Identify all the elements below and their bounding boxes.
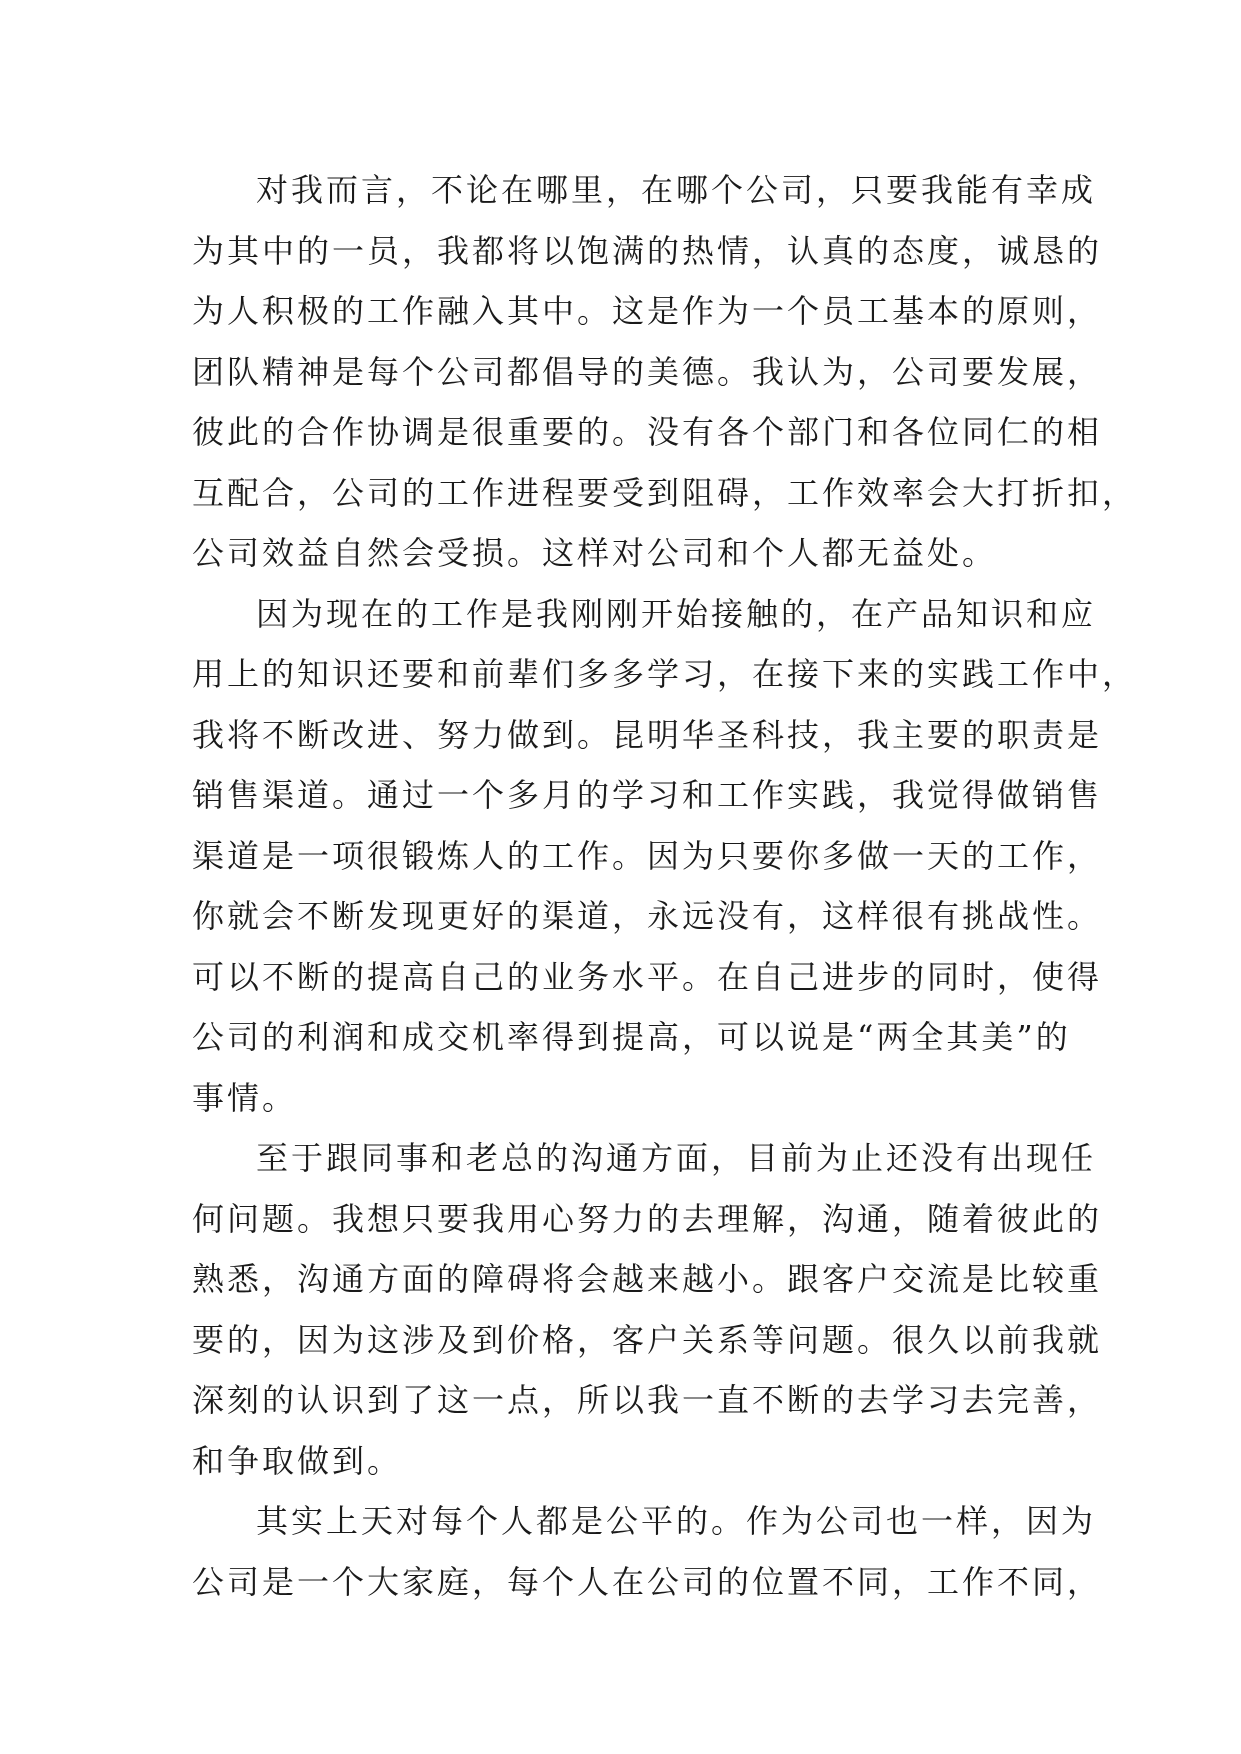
text-line: 我将不断改进、努力做到。昆明华圣科技，我主要的职责是 [192, 715, 1103, 754]
paragraph [192, 160, 1138, 584]
text-line: 至于跟同事和老总的沟通方面，目前为止还没有出现任 [256, 1139, 1097, 1177]
text-line: 对我而言，不论在哪里，在哪个公司，只要我能有幸成 [256, 171, 1097, 209]
text-line: 公司效益自然会受损。这样对公司和个人都无益处。 [192, 534, 998, 572]
text-line: 要的，因为这涉及到价格，客户关系等问题。很久以前我就 [192, 1320, 1103, 1359]
paragraph [192, 1128, 1103, 1491]
text-line: 互配合，公司的工作进程要受到阻碍，工作效率会大打折扣， [192, 473, 1138, 512]
text-line: 团队精神是每个公司都倡导的美德。我认为，公司要发展， [192, 352, 1103, 391]
text-line: 彼此的合作协调是很重要的。没有各个部门和各位同仁的相 [192, 413, 1103, 451]
text-line: 为其中的一员，我都将以饱满的热情，认真的态度，诚恳的 [192, 231, 1103, 270]
paragraph [192, 584, 1138, 1129]
text-line: 其实上天对每个人都是公平的。作为公司也一样，因为 [256, 1502, 1097, 1540]
text-line: 熟悉，沟通方面的障碍将会越来越小。跟客户交流是比较重 [192, 1260, 1103, 1298]
text-line: 事情。 [192, 1078, 298, 1117]
text-line: 因为现在的工作是我刚刚开始接触的，在产品知识和应 [256, 594, 1097, 633]
text-line: 何问题。我想只要我用心努力的去理解，沟通，随着彼此的 [192, 1199, 1103, 1238]
text-line: 销售渠道。通过一个多月的学习和工作实践，我觉得做销售 [192, 776, 1103, 814]
text-line: 用上的知识还要和前辈们多多学习，在接下来的实践工作中， [192, 655, 1138, 693]
text-line: 为人积极的工作融入其中。这是作为一个员工基本的原则， [192, 292, 1103, 330]
text-line: 可以不断的提高自己的业务水平。在自己进步的同时，使得 [192, 957, 1103, 996]
paragraph [192, 1491, 1103, 1612]
text-line: 公司的利润和成交机率得到提高，可以说是“两全其美”的 [192, 1018, 1071, 1056]
text-line: 公司是一个大家庭，每个人在公司的位置不同，工作不同， [192, 1562, 1103, 1601]
text-line: 深刻的认识到了这一点，所以我一直不断的去学习去完善， [192, 1381, 1103, 1419]
document-body [192, 160, 1138, 1612]
text-line: 你就会不断发现更好的渠道，永远没有，这样很有挑战性。 [192, 897, 1103, 935]
text-line: 渠道是一项很锻炼人的工作。因为只要你多做一天的工作， [192, 836, 1103, 875]
text-line: 和争取做到。 [192, 1441, 403, 1480]
